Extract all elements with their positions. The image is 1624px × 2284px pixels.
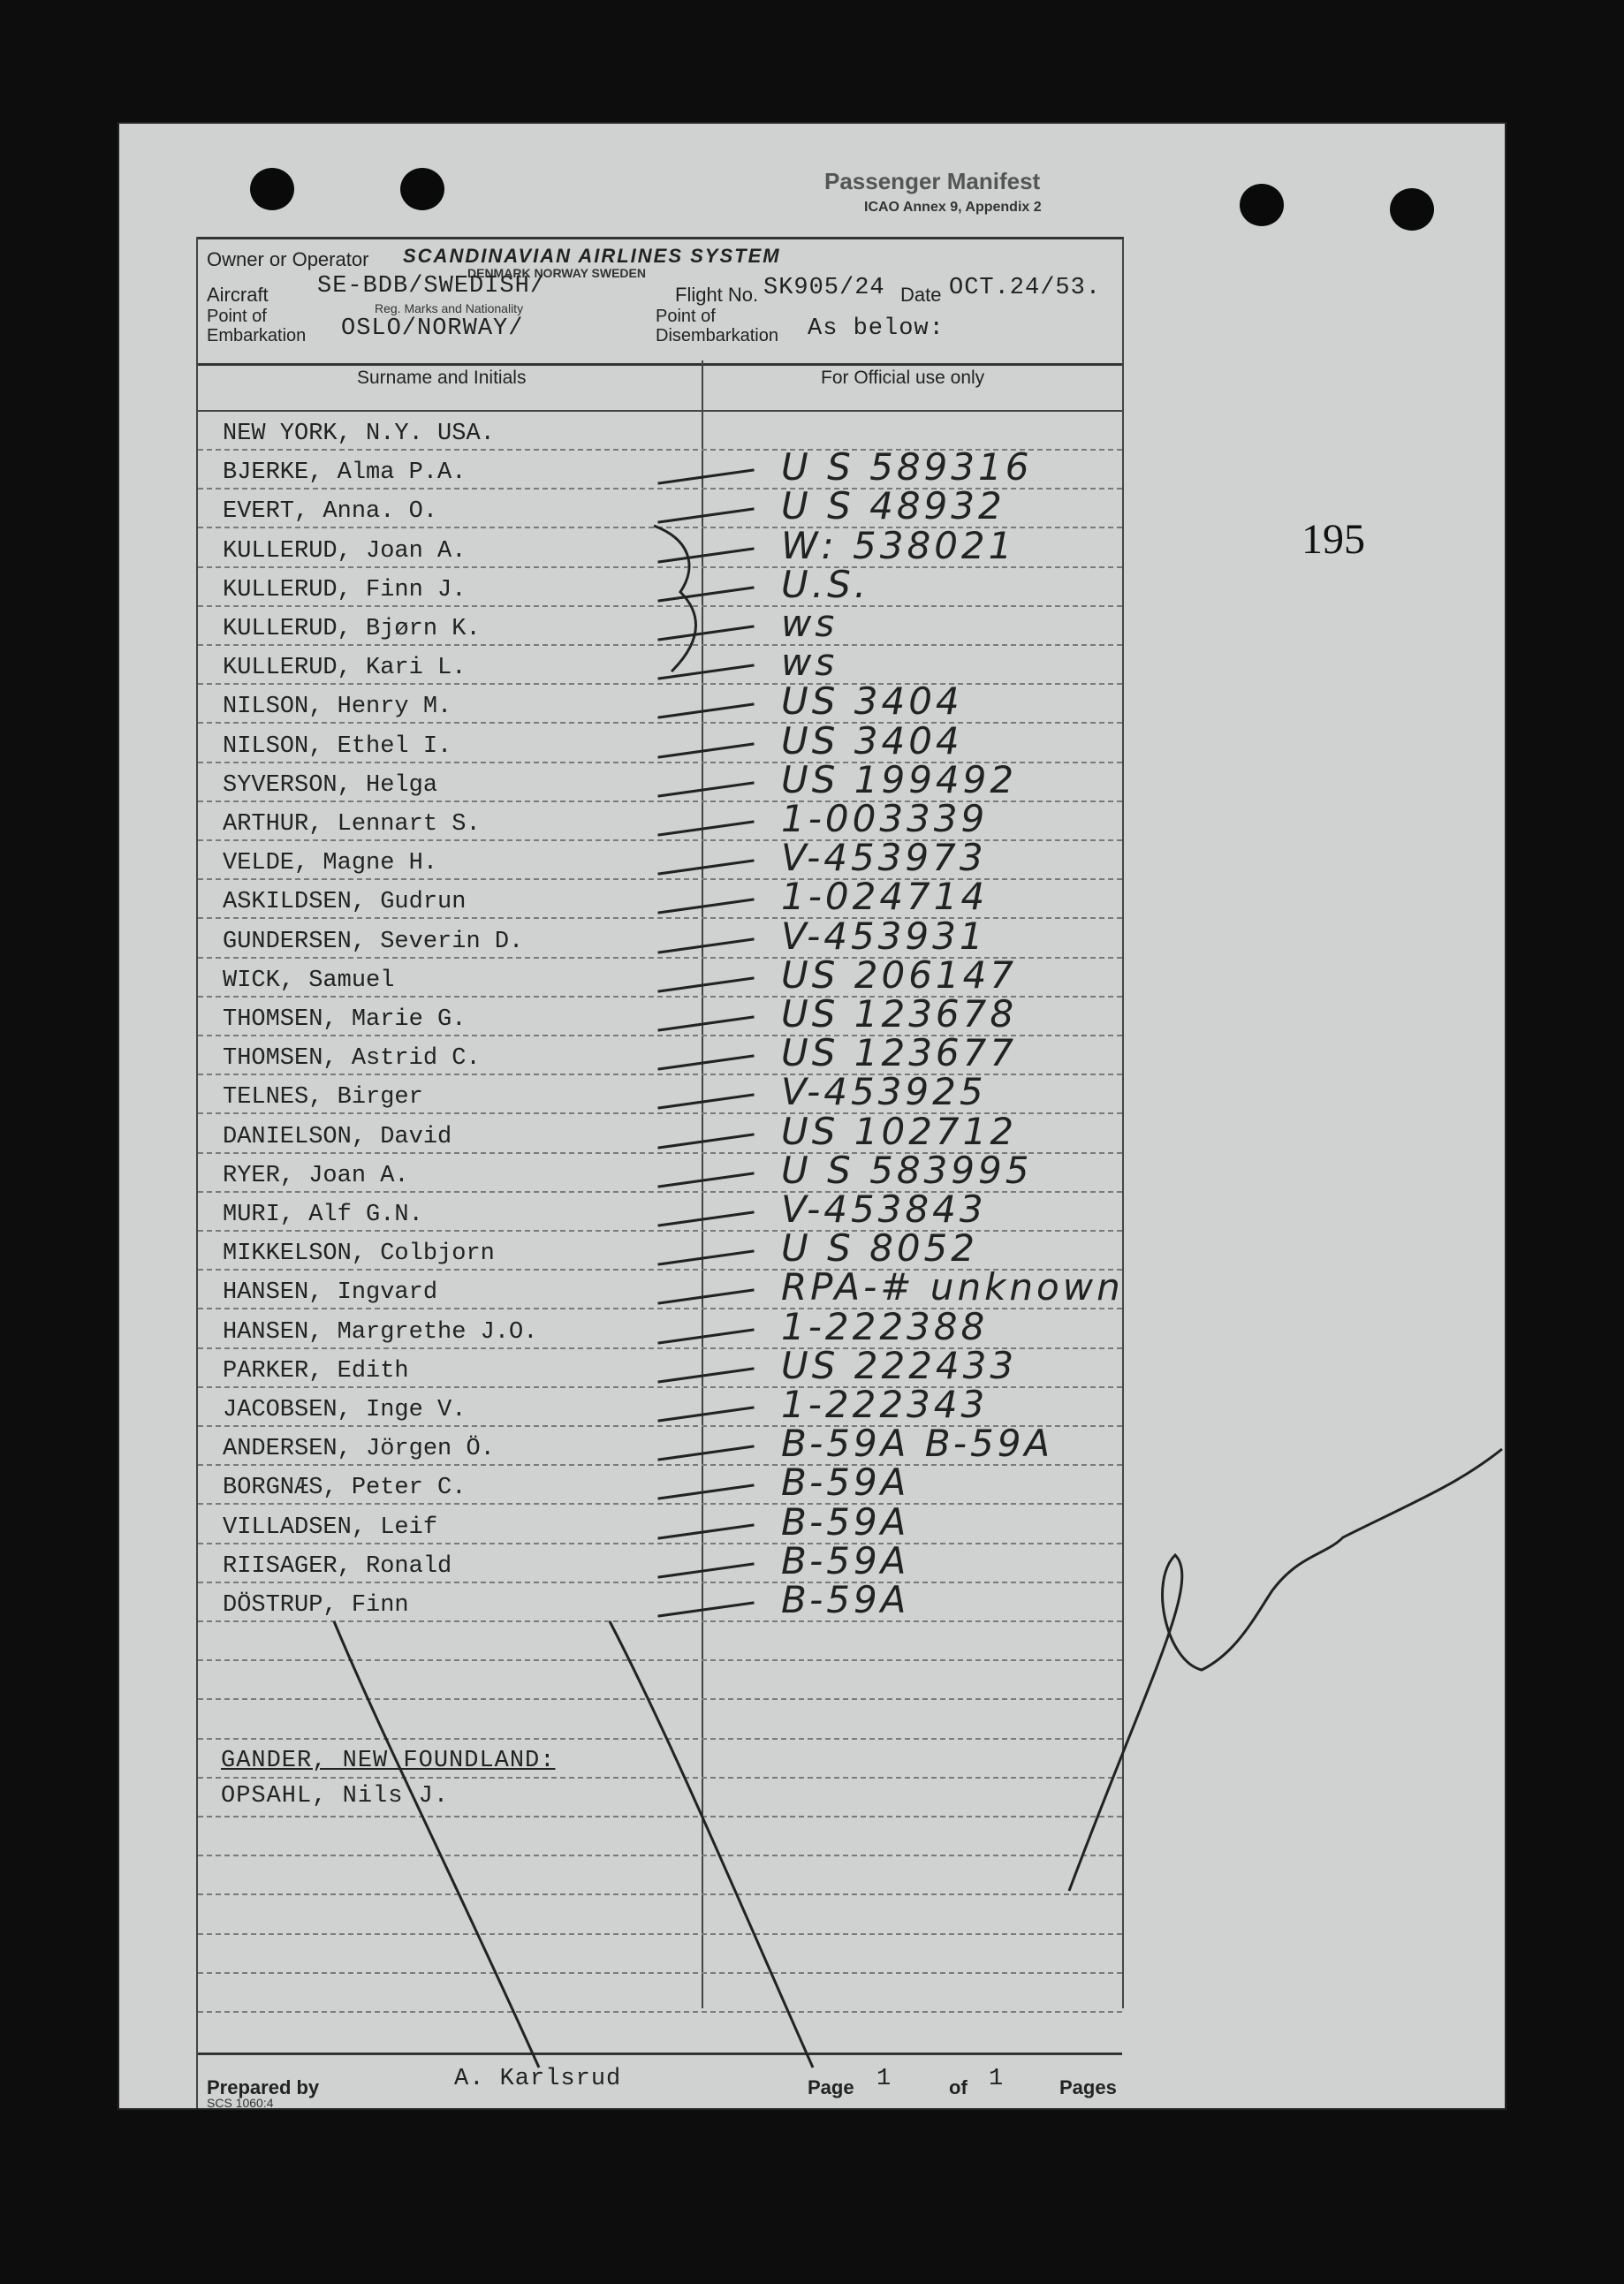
official-use-entry: B-59A B-59A: [781, 1422, 1054, 1466]
passenger-name: HANSEN, Ingvard: [223, 1279, 438, 1307]
passenger-name: RIISAGER, Ronald: [223, 1552, 452, 1580]
page-value: 1: [877, 2066, 892, 2092]
passenger-name: DANIELSON, David: [223, 1123, 452, 1150]
aircraft-value: SE-BDB/SWEDISH/: [317, 273, 546, 300]
passenger-name: THOMSEN, Marie G.: [223, 1006, 467, 1033]
passenger-name: KULLERUD, Joan A.: [223, 537, 467, 565]
column-header-official: For Official use only: [821, 368, 985, 388]
gander-heading: GANDER, NEW FOUNDLAND:: [221, 1748, 556, 1774]
passenger-name: BJERKE, Alma P.A.: [223, 459, 467, 487]
official-use-entry: B-59A: [781, 1538, 910, 1582]
passenger-name: VELDE, Magne H.: [223, 850, 438, 877]
aircraft-label: Aircraft: [207, 284, 269, 306]
page-label: Page: [808, 2076, 854, 2098]
official-use-entry: B-59A: [781, 1578, 910, 1621]
official-use-entry: US 206147: [781, 952, 1018, 997]
flight-value: SK905/24: [763, 275, 885, 301]
page-stamp-number: 195: [1301, 516, 1365, 563]
official-use-entry: US 222433: [781, 1343, 1018, 1387]
official-use-entry: U S 48932: [781, 484, 1006, 528]
official-use-entry: 1-024714: [781, 875, 989, 919]
flight-label: Flight No.: [675, 284, 759, 306]
date-value: OCT.24/53.: [949, 275, 1102, 301]
official-use-entry: U S 589316: [781, 445, 1033, 489]
passenger-name: KULLERUD, Kari L.: [223, 655, 467, 682]
official-use-entry: 1-222388: [781, 1304, 989, 1348]
passenger-name: KULLERUD, Bjørn K.: [223, 616, 481, 642]
passenger-name: NILSON, Henry M.: [223, 694, 452, 721]
gander-passenger: OPSAHL, Nils J.: [221, 1783, 450, 1810]
pen-slash-left: [334, 1621, 539, 2068]
official-use-entry: ws: [781, 602, 839, 645]
official-use-entry: US 3404: [781, 679, 963, 724]
reg-sublabel: Reg. Marks and Nationality: [375, 301, 524, 315]
passenger-name: WICK, Samuel: [223, 967, 395, 994]
passenger-name: ASKILDSEN, Gudrun: [223, 889, 467, 916]
of-label: of: [949, 2076, 968, 2098]
passenger-name: ANDERSEN, Jörgen Ö.: [223, 1436, 495, 1463]
pages-label: Pages: [1059, 2076, 1117, 2098]
official-use-entry: V-453843: [781, 1188, 987, 1231]
official-use-entry: W: 538021: [781, 523, 1016, 567]
form-code: SCS 1060:4: [207, 2096, 274, 2110]
official-use-entry: U S 583995: [781, 1148, 1033, 1192]
owner-label: Owner or Operator: [207, 248, 369, 270]
official-use-entry: B-59A: [781, 1499, 910, 1544]
official-use-entry: ws: [781, 641, 839, 685]
passenger-name: GUNDERSEN, Severin D.: [223, 928, 524, 955]
passenger-name: VILLADSEN, Leif: [223, 1514, 438, 1541]
of-value: 1: [989, 2066, 1005, 2092]
passenger-name: PARKER, Edith: [223, 1357, 409, 1385]
passenger-name: ARTHUR, Lennart S.: [223, 811, 481, 838]
official-use-entry: V-453973: [781, 836, 987, 880]
passenger-name: BORGNÆS, Peter C.: [223, 1475, 467, 1502]
official-use-entry: US 123678: [781, 992, 1018, 1036]
owner-countries: DENMARK NORWAY SWEDEN: [467, 266, 646, 280]
official-use-entry: V-453925: [781, 1070, 987, 1114]
passenger-name: KULLERUD, Finn J.: [223, 576, 467, 603]
official-use-entry: RPA-# unknown: [781, 1265, 1124, 1309]
column-header-surname: Surname and Initials: [357, 368, 527, 388]
official-use-entry: US 102712: [781, 1109, 1018, 1153]
passenger-name: EVERT, Anna. O.: [223, 498, 438, 526]
passenger-name: THOMSEN, Astrid C.: [223, 1045, 481, 1073]
passenger-name: TELNES, Birger: [223, 1084, 423, 1112]
pen-slash-right: [610, 1621, 813, 2068]
bracket-mark: [654, 526, 696, 672]
passenger-name: HANSEN, Margrethe J.O.: [223, 1318, 538, 1346]
disembark-value: As below:: [808, 315, 945, 342]
official-use-entry: U S 8052: [781, 1226, 978, 1271]
passenger-name: JACOBSEN, Inge V.: [223, 1397, 467, 1423]
prepared-by-value: A. Karlsrud: [454, 2066, 622, 2092]
embark-label-1: Point of: [207, 307, 267, 326]
disembark-label-1: Point of: [656, 307, 716, 326]
official-use-entry: US 123677: [781, 1031, 1018, 1075]
embark-value: OSLO/NORWAY/: [341, 315, 524, 342]
passenger-name: MIKKELSON, Colbjorn: [223, 1241, 495, 1268]
passenger-name: RYER, Joan A.: [223, 1162, 409, 1189]
form-reference: ICAO Annex 9, Appendix 2: [864, 200, 1042, 215]
embark-label-2: Embarkation: [207, 326, 307, 345]
official-use-entry: 1-003339: [781, 797, 989, 840]
official-use-entry: 1-222343: [781, 1383, 989, 1426]
passenger-name: SYVERSON, Helga: [223, 771, 438, 799]
passenger-name: NILSON, Ethel I.: [223, 732, 452, 760]
date-label: Date: [900, 284, 942, 306]
signature-mark: [1069, 1449, 1502, 1891]
official-use-entry: B-59A: [781, 1461, 910, 1505]
passenger-name: MURI, Alf G.N.: [223, 1202, 423, 1228]
passenger-name: NEW YORK, N.Y. USA.: [223, 421, 495, 447]
form-title: Passenger Manifest: [824, 168, 1041, 194]
official-use-entry: US 3404: [781, 718, 963, 763]
passenger-name: DÖSTRUP, Finn: [223, 1592, 409, 1619]
prepared-by-label: Prepared by: [207, 2076, 320, 2098]
owner-value: SCANDINAVIAN AIRLINES SYSTEM: [403, 245, 781, 267]
official-use-entry: V-453931: [781, 914, 987, 958]
disembark-label-2: Disembarkation: [656, 326, 778, 345]
official-use-entry: US 199492: [781, 757, 1018, 801]
official-use-entry: U.S.: [781, 562, 870, 606]
